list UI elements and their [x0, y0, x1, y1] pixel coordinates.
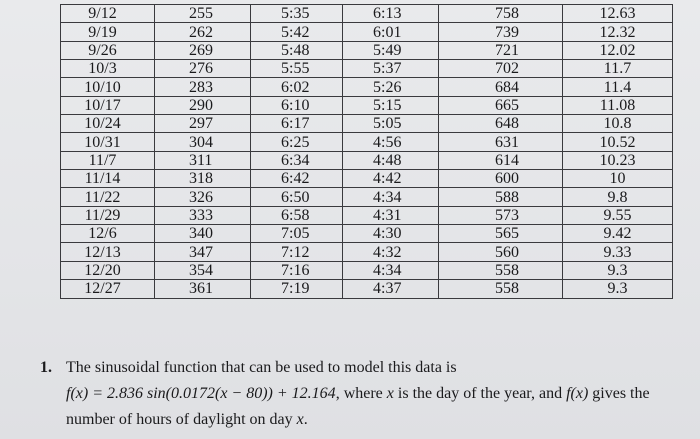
- cell-sunset: 6:13: [343, 5, 439, 23]
- table-row: [61, 60, 673, 78]
- cell-date: 10/17: [61, 96, 155, 114]
- cell-date: 12/27: [61, 280, 155, 298]
- table-row: [61, 188, 673, 206]
- cell-date: 10/24: [61, 115, 155, 133]
- cell-minutes: 600: [439, 170, 563, 188]
- cell-date: 12/20: [61, 261, 155, 279]
- daylight-table-body: [61, 5, 673, 299]
- cell-sunrise: 6:10: [251, 96, 343, 114]
- cell-sunset: 5:37: [343, 60, 439, 78]
- cell-day-of-year: 340: [155, 225, 251, 243]
- cell-hours: 9.8: [563, 188, 673, 206]
- question-text-segment: is the day of the year, and: [393, 385, 567, 402]
- cell-date: 12/13: [61, 243, 155, 261]
- table-row: [61, 280, 673, 298]
- cell-day-of-year: 262: [155, 23, 251, 41]
- cell-sunset: 6:01: [343, 23, 439, 41]
- cell-date: 10/31: [61, 133, 155, 151]
- cell-sunset: 4:48: [343, 151, 439, 169]
- cell-hours: 10: [563, 170, 673, 188]
- cell-day-of-year: 361: [155, 280, 251, 298]
- cell-sunrise: 6:50: [251, 188, 343, 206]
- cell-sunset: 4:42: [343, 170, 439, 188]
- cell-sunset: 4:34: [343, 261, 439, 279]
- cell-hours: 10.23: [563, 151, 673, 169]
- question-text-segment: .: [303, 411, 308, 428]
- cell-minutes: 631: [439, 133, 563, 151]
- cell-date: 10/3: [61, 60, 155, 78]
- cell-day-of-year: 326: [155, 188, 251, 206]
- cell-hours: 11.7: [563, 60, 673, 78]
- cell-sunset: 5:15: [343, 96, 439, 114]
- cell-hours: 12.32: [563, 23, 673, 41]
- cell-day-of-year: 283: [155, 78, 251, 96]
- cell-day-of-year: 269: [155, 41, 251, 59]
- cell-day-of-year: 255: [155, 5, 251, 23]
- question-line-2: [66, 381, 690, 407]
- question-text-segment: gives the: [588, 385, 650, 402]
- table-row: [61, 41, 673, 59]
- question-number: 1.: [40, 359, 52, 376]
- cell-sunset: 4:31: [343, 206, 439, 224]
- question-line-3: [66, 407, 690, 433]
- cell-date: 12/6: [61, 225, 155, 243]
- cell-hours: 9.55: [563, 206, 673, 224]
- cell-sunrise: 6:25: [251, 133, 343, 151]
- table-row: [61, 78, 673, 96]
- cell-sunset: 5:26: [343, 78, 439, 96]
- question-text: [66, 355, 690, 433]
- cell-sunrise: 6:42: [251, 170, 343, 188]
- question-text-segment: , where: [335, 385, 387, 402]
- cell-sunrise: 7:12: [251, 243, 343, 261]
- cell-day-of-year: 347: [155, 243, 251, 261]
- cell-sunrise: 5:35: [251, 5, 343, 23]
- model-formula: f(x) = 2.836 sin(0.0172(x − 80)) + 12.164: [66, 385, 336, 402]
- cell-minutes: 573: [439, 206, 563, 224]
- cell-day-of-year: 276: [155, 60, 251, 78]
- question-line-1: The sinusoidal function that can be used to model this data is: [66, 359, 457, 376]
- question-text-segment: number of hours of daylight on day: [66, 411, 297, 428]
- daylight-table-container: [60, 4, 672, 299]
- cell-day-of-year: 333: [155, 206, 251, 224]
- question-1: [40, 355, 690, 433]
- cell-date: 11/22: [61, 188, 155, 206]
- table-row: [61, 170, 673, 188]
- cell-minutes: 721: [439, 41, 563, 59]
- cell-sunrise: 7:05: [251, 225, 343, 243]
- cell-minutes: 614: [439, 151, 563, 169]
- cell-day-of-year: 290: [155, 96, 251, 114]
- variable-fx: f(x): [566, 385, 589, 402]
- cell-minutes: 702: [439, 60, 563, 78]
- cell-minutes: 648: [439, 115, 563, 133]
- cell-sunset: 5:49: [343, 41, 439, 59]
- table-row: [61, 96, 673, 114]
- cell-minutes: 665: [439, 96, 563, 114]
- cell-minutes: 588: [439, 188, 563, 206]
- table-row: [61, 225, 673, 243]
- cell-sunset: 4:37: [343, 280, 439, 298]
- cell-day-of-year: 311: [155, 151, 251, 169]
- cell-date: 11/7: [61, 151, 155, 169]
- cell-sunrise: 7:16: [251, 261, 343, 279]
- cell-hours: 9.33: [563, 243, 673, 261]
- cell-minutes: 558: [439, 261, 563, 279]
- cell-hours: 10.52: [563, 133, 673, 151]
- cell-minutes: 560: [439, 243, 563, 261]
- table-row: [61, 133, 673, 151]
- cell-day-of-year: 297: [155, 115, 251, 133]
- cell-sunrise: 6:34: [251, 151, 343, 169]
- cell-hours: 9.42: [563, 225, 673, 243]
- cell-sunrise: 6:17: [251, 115, 343, 133]
- variable-x: x: [386, 385, 394, 402]
- cell-hours: 11.08: [563, 96, 673, 114]
- cell-sunset: 4:56: [343, 133, 439, 151]
- cell-sunset: 4:34: [343, 188, 439, 206]
- cell-minutes: 565: [439, 225, 563, 243]
- cell-hours: 12.63: [563, 5, 673, 23]
- cell-minutes: 739: [439, 23, 563, 41]
- cell-day-of-year: 354: [155, 261, 251, 279]
- cell-date: 11/29: [61, 206, 155, 224]
- cell-sunset: 5:05: [343, 115, 439, 133]
- cell-date: 11/14: [61, 170, 155, 188]
- cell-sunrise: 5:48: [251, 41, 343, 59]
- cell-minutes: 558: [439, 280, 563, 298]
- table-row: [61, 243, 673, 261]
- cell-sunrise: 6:02: [251, 78, 343, 96]
- cell-sunrise: 5:42: [251, 23, 343, 41]
- table-row: [61, 151, 673, 169]
- variable-x: x: [296, 411, 304, 428]
- cell-hours: 9.3: [563, 261, 673, 279]
- daylight-table: [60, 4, 673, 299]
- cell-sunrise: 7:19: [251, 280, 343, 298]
- cell-sunrise: 5:55: [251, 60, 343, 78]
- cell-sunrise: 6:58: [251, 206, 343, 224]
- cell-date: 9/26: [61, 41, 155, 59]
- cell-hours: 9.3: [563, 280, 673, 298]
- cell-date: 9/19: [61, 23, 155, 41]
- cell-hours: 10.8: [563, 115, 673, 133]
- table-row: [61, 115, 673, 133]
- cell-sunset: 4:30: [343, 225, 439, 243]
- cell-day-of-year: 318: [155, 170, 251, 188]
- table-row: [61, 23, 673, 41]
- cell-minutes: 758: [439, 5, 563, 23]
- cell-hours: 12.02: [563, 41, 673, 59]
- cell-minutes: 684: [439, 78, 563, 96]
- table-row: [61, 206, 673, 224]
- cell-sunset: 4:32: [343, 243, 439, 261]
- cell-day-of-year: 304: [155, 133, 251, 151]
- table-row: [61, 5, 673, 23]
- cell-hours: 11.4: [563, 78, 673, 96]
- cell-date: 10/10: [61, 78, 155, 96]
- table-row: [61, 261, 673, 279]
- cell-date: 9/12: [61, 5, 155, 23]
